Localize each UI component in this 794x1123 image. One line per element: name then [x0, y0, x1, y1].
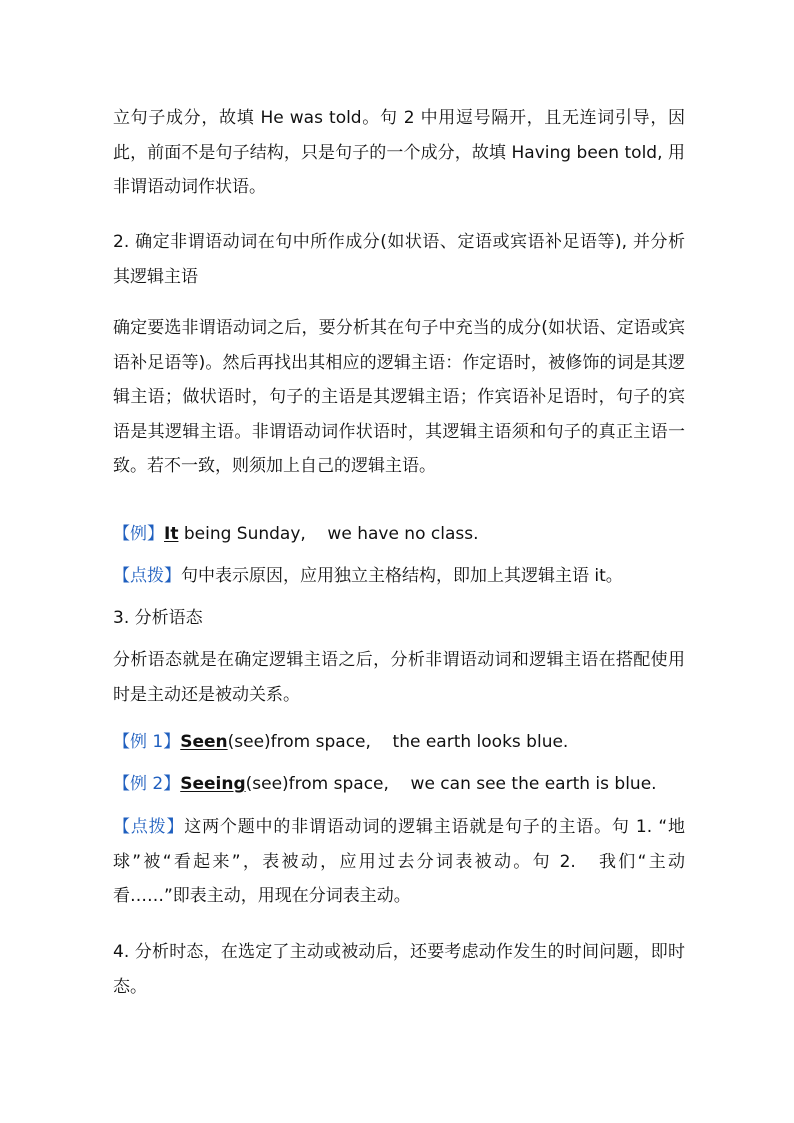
heading-step-4: 4. 分析时态，在选定了主动或被动后，还要考虑动作发生的时间问题，即时态。	[113, 942, 685, 997]
example-rest: (see)from space, the earth looks blue.	[227, 732, 569, 752]
example-sentence-2	[113, 767, 685, 802]
example-answer: It	[164, 524, 179, 544]
tip-label: 【点拨】	[113, 566, 181, 586]
example-label: 【例】	[113, 524, 164, 544]
tip-text: 句中表示原因，应用独立主格结构，即加上其逻辑主语 it。	[181, 566, 623, 586]
example-rest: being Sunday, we have no class.	[178, 524, 479, 544]
paragraph-step-2-body: 确定要选非谓语动词之后，要分析其在句子中充当的成分(如状语、定语或宾语补足语等)。然后再找出其相应的逻辑主语：作定语时，被修饰的词是其逻辑主语；做状语时，句子的主语是其逻辑主语；作宾语补足语时，句子的宾语是其逻辑主语。非谓语动词作状语时，其逻辑主语须和句子的真正主语一致。若不一致，则须加上自己的逻辑主语。	[113, 318, 685, 476]
example-answer: Seen	[180, 732, 228, 752]
example-rest: (see)from space, we can see the earth is blue.	[245, 774, 657, 794]
paragraph-step-3-body: 分析语态就是在确定逻辑主语之后，分析非谓语动词和逻辑主语在搭配使用时是主动还是被动关系。	[113, 650, 685, 705]
example-sentence-1	[113, 725, 685, 760]
example-answer: Seeing	[180, 774, 246, 794]
heading-step-3: 3. 分析语态	[113, 608, 203, 628]
paragraph-explanation-continued: 立句子成分，故填 He was told。句 2 中用逗号隔开，且无连词引导，因此，前面不是句子结构，只是句子的一个成分，故填 Having been told, 用非谓语动词作状语。	[113, 108, 685, 197]
example-label: 【例 2】	[113, 774, 181, 794]
tip-paragraph-2	[113, 810, 685, 914]
tip-text: 这两个题中的非谓语动词的逻辑主语就是句子的主语。句 1. “地球”被“看起来”，表被动，应用过去分词表被动。句 2. 我们“主动看……”即表主动，用现在分词表主动。	[113, 817, 686, 906]
example-label: 【例 1】	[113, 732, 181, 752]
heading-step-2: 2. 确定非谓语动词在句中所作成分(如状语、定语或宾语补足语等), 并分析其逻辑主语	[113, 232, 685, 287]
tip-paragraph	[113, 559, 685, 594]
example-sentence	[113, 517, 685, 552]
tip-label: 【点拨】	[113, 817, 185, 837]
